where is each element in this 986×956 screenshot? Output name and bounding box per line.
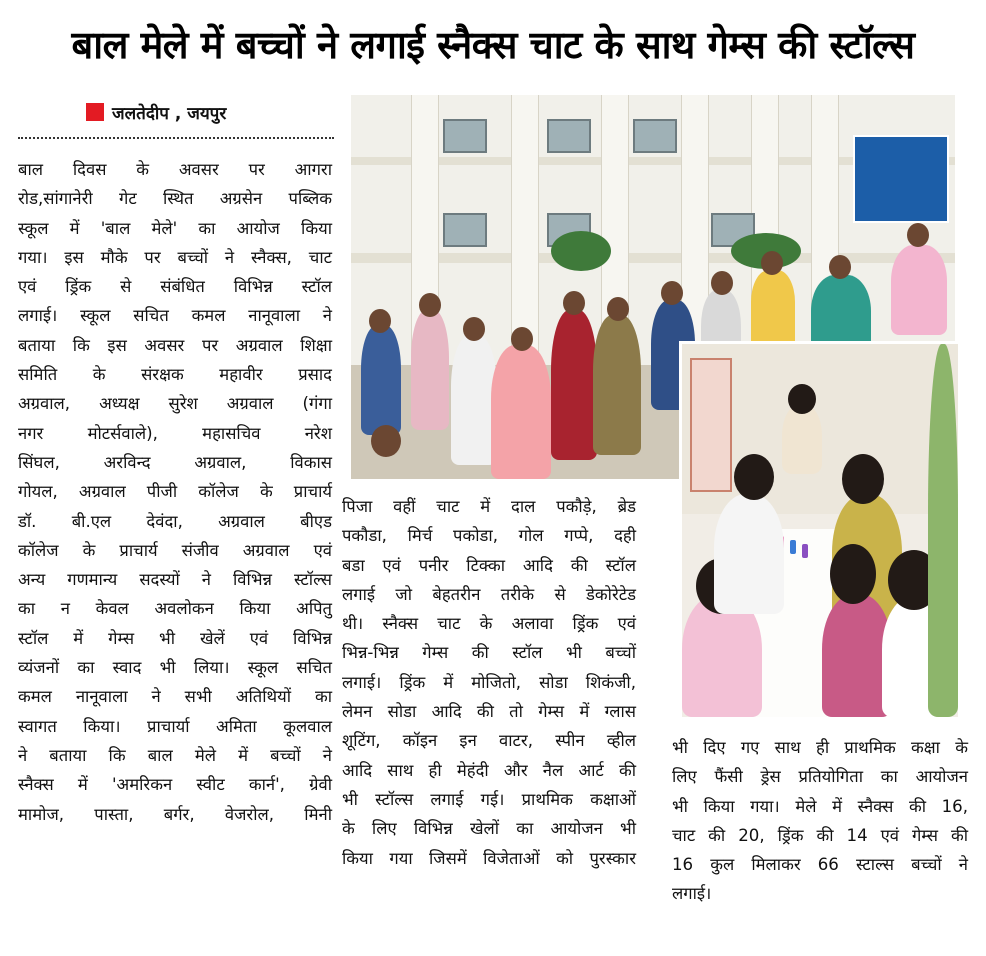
school-banner <box>853 135 949 223</box>
text-line: गया। इस मौके पर बच्चों ने स्नैक्स, चाट <box>18 247 332 267</box>
text-line: भी किया गया। मेले में स्नैक्स की 16, <box>672 796 968 816</box>
text-line: चाट की 20, ड्रिंक की 14 एवं गेम्स की <box>672 825 968 845</box>
text-line: कमल नानूवाला ने सभी अतिथियों का <box>18 687 332 707</box>
head <box>463 317 485 341</box>
hair <box>830 544 876 604</box>
red-square-marker <box>86 103 104 121</box>
text-line: नगर मोटर्सवाले), महासचिव नरेश <box>18 423 332 443</box>
pillar <box>511 95 539 365</box>
text-line: किया गया जिसमें विजेताओं को पुरस्कार <box>342 848 636 868</box>
byline <box>86 100 226 124</box>
text-line: बडा एवं पनीर टिक्का आदि की स्टॉल <box>342 555 636 575</box>
text-line: अन्य गणमान्य सदस्यों ने विभिन्न स्टॉल्स <box>18 570 332 590</box>
text-line: भिन्न-भिन्न गेम्स की स्टॉल भी बच्चों <box>342 643 636 663</box>
child <box>551 310 597 460</box>
text-line: का न केवल अवलोकन किया अपितु <box>18 599 332 619</box>
text-line: लगाई जो बेहतरीन तरीके से डेकोरेटेड <box>342 584 636 604</box>
window <box>443 119 487 153</box>
text-line: स्टॉल में गेम्स भी खेलें एवं विभिन्न <box>18 628 332 648</box>
text-line: गोयल, अग्रवाल पीजी कॉलेज के प्राचार्य <box>18 482 332 502</box>
text-line: भी स्टॉल्स लगाई गई। प्राथमिक कक्षाओं <box>342 789 636 809</box>
text-line: स्कूल में 'बाल मेले' का आयोज किया <box>18 218 332 238</box>
child <box>751 270 795 350</box>
headline: बाल मेले में बच्चों ने लगाई स्नैक्स चाट के साथ गेम्स की स्टॉल्स <box>71 23 915 67</box>
building-ledge <box>351 253 955 263</box>
dotted-divider <box>18 137 334 139</box>
text-line: सिंघल, अरविन्द अग्रवाल, विकास <box>18 452 332 472</box>
photo-mehndi-stall <box>679 341 958 717</box>
text-line: बाल दिवस के अवसर पर आगरा <box>18 160 332 179</box>
text-line: के लिए विभिन्न खेलों का आयोजन भी <box>342 819 636 839</box>
child <box>411 310 449 430</box>
text-line: शूटिंग, कॉइन इन वाटर, स्पीन व्हील <box>342 731 636 751</box>
head <box>907 223 929 247</box>
text-line: कॉलेज के प्राचार्य संजीव अग्रवाल एवं <box>18 540 332 560</box>
poster <box>690 358 732 492</box>
person <box>928 344 958 717</box>
text-line: भी दिए गए साथ ही प्राथमिक कक्षा के <box>672 738 968 757</box>
head <box>563 291 585 315</box>
hair <box>788 384 816 414</box>
child <box>891 245 947 335</box>
girl <box>782 404 822 474</box>
bottle <box>790 540 796 554</box>
text-line: मामोज, पास्ता, बर्गर, वेजरोल, मिनी <box>18 804 332 824</box>
head <box>511 327 533 351</box>
head <box>371 425 401 457</box>
byline-text: जलतेदीप , जयपुर <box>112 103 227 124</box>
head <box>419 293 441 317</box>
text-line: पिजा वहीं चाट में दाल पकौड़े, ब्रेड <box>342 497 636 516</box>
text-line: स्वागत किया। प्राचार्या अमिता कूलवाल <box>18 716 332 736</box>
window <box>547 119 591 153</box>
bottle <box>802 544 808 558</box>
text-line: एवं ड्रिंक से संबंधित विभिन्न स्टॉल <box>18 277 332 297</box>
text-line: समिति के संरक्षक महावीर प्रसाद <box>18 365 332 385</box>
text-line: पकौडा, मिर्च पकोडा, गोल गप्पे, दही <box>342 526 636 546</box>
hair <box>734 454 774 500</box>
article-column-1 <box>18 155 332 829</box>
text-line: थी। स्नैक्स चाट के अलावा ड्रिंक एवं <box>342 614 636 634</box>
article-column-2 <box>342 492 636 873</box>
head <box>829 255 851 279</box>
text-line: स्नैक्स में 'अमरिकन स्वीट कार्न', ग्रेवी <box>18 775 332 795</box>
text-line: डॉ. बी.एल देवंदा, अग्रवाल बीएड <box>18 511 332 531</box>
text-line: लिए फैंसी ड्रेस प्रतियोगिता का आयोजन <box>672 767 968 787</box>
head <box>711 271 733 295</box>
child <box>491 345 551 479</box>
window <box>443 213 487 247</box>
plant <box>551 231 611 271</box>
child <box>593 315 641 455</box>
girl <box>714 494 784 614</box>
article-column-3 <box>672 733 968 909</box>
text-line: लेमन सोडा आदि की तो गेम्स में ग्लास <box>342 702 636 722</box>
text-line: व्यंजनों का स्वाद भी लिया। स्कूल सचित <box>18 658 332 678</box>
text-line: ने बताया कि बाल मेले में बच्चों ने <box>18 745 332 765</box>
text-line: बताया कि इस अवसर पर अग्रवाल शिक्षा <box>18 335 332 355</box>
text-line: 16 कुल मिलाकर 66 स्टाल्स बच्चों ने <box>672 855 968 875</box>
text-line: लगाई। स्कूल सचित कमल नानूवाला ने <box>18 306 332 326</box>
text-line: लगाई। <box>672 884 712 904</box>
hair <box>842 454 884 504</box>
head <box>661 281 683 305</box>
head <box>607 297 629 321</box>
window <box>633 119 677 153</box>
child <box>361 325 401 435</box>
text-line: अग्रवाल, अध्यक्ष सुरेश अग्रवाल (गंगा <box>18 394 332 414</box>
text-line: रोड,सांगानेरी गेट स्थित अग्रसेन पब्लिक <box>18 189 332 209</box>
head <box>761 251 783 275</box>
text-line: लगाई। ड्रिंक में मोजितो, सोडा शिकंजी, <box>342 672 636 692</box>
text-line: आदि साथ ही मेहंदी और नैल आर्ट की <box>342 760 636 780</box>
head <box>369 309 391 333</box>
